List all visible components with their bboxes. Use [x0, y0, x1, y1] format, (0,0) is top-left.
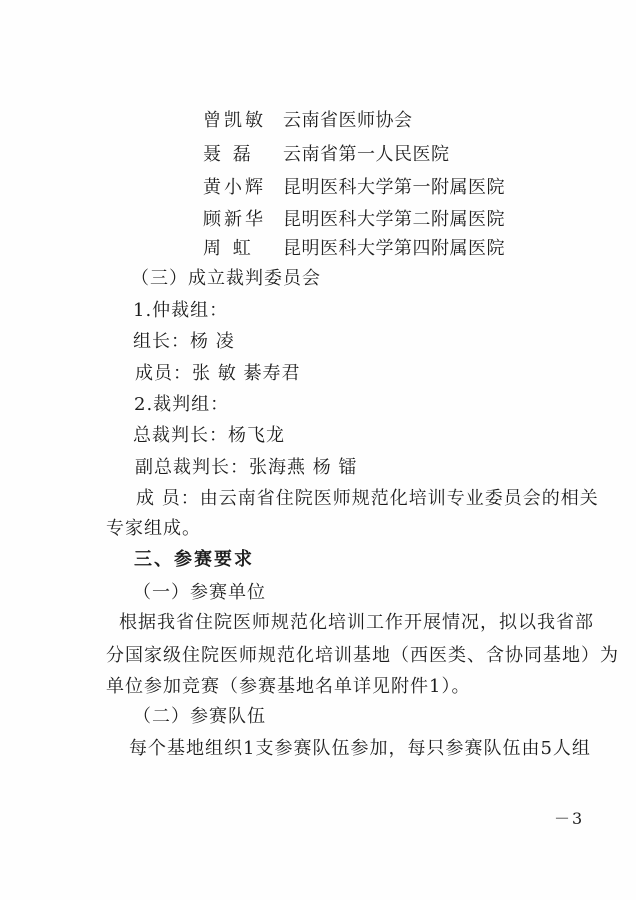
units-paragraph-line-2: 分国家级住院医师规范化培训基地（西医类、含协同基地）为	[106, 645, 619, 666]
section-heading-units: （一）参赛单位	[133, 582, 266, 603]
section-heading-teams: （二）参赛队伍	[133, 706, 266, 727]
deputy-chief-referee: 副总裁判长：张海燕 杨 镭	[135, 457, 358, 478]
expert-name: 周 虹	[203, 238, 254, 259]
expert-org: 云南省医师协会	[283, 110, 413, 131]
expert-org: 昆明医科大学第一附属医院	[283, 177, 505, 198]
expert-org: 昆明医科大学第二附属医院	[283, 209, 505, 230]
expert-name: 曾凯敏	[203, 110, 266, 131]
referee-members-line-1: 成 员：由云南省住院医师规范化培训专业委员会的相关	[136, 488, 599, 509]
referee-group-title: 2.裁判组：	[134, 394, 230, 415]
section-heading-referee-committee: （三）成立裁判委员会	[131, 268, 321, 289]
arbitration-group-title: 1.仲裁组：	[133, 300, 229, 321]
arbitration-members: 成员：张 敏 綦寿君	[135, 363, 301, 384]
teams-paragraph-line-1: 每个基地组织1支参赛队伍参加，每只参赛队伍由5人组	[129, 738, 591, 759]
units-paragraph-line-3: 单位参加竞赛（参赛基地名单详见附件1）。	[106, 676, 471, 697]
referee-members-line-2: 专家组成。	[106, 518, 201, 539]
expert-name: 顾新华	[203, 209, 266, 230]
chief-referee: 总裁判长：杨飞龙	[133, 425, 285, 446]
arbitration-leader: 组长：杨 凌	[133, 331, 235, 352]
page-number: －3	[554, 809, 585, 828]
expert-org: 云南省第一人民医院	[283, 144, 450, 165]
expert-org: 昆明医科大学第四附属医院	[283, 238, 505, 259]
units-paragraph-line-1: 根据我省住院医师规范化培训工作开展情况，拟以我省部	[119, 612, 594, 633]
part-heading-requirements: 三、参赛要求	[134, 549, 254, 570]
expert-name: 黄小辉	[203, 177, 266, 198]
expert-name: 聂 磊	[203, 144, 254, 165]
